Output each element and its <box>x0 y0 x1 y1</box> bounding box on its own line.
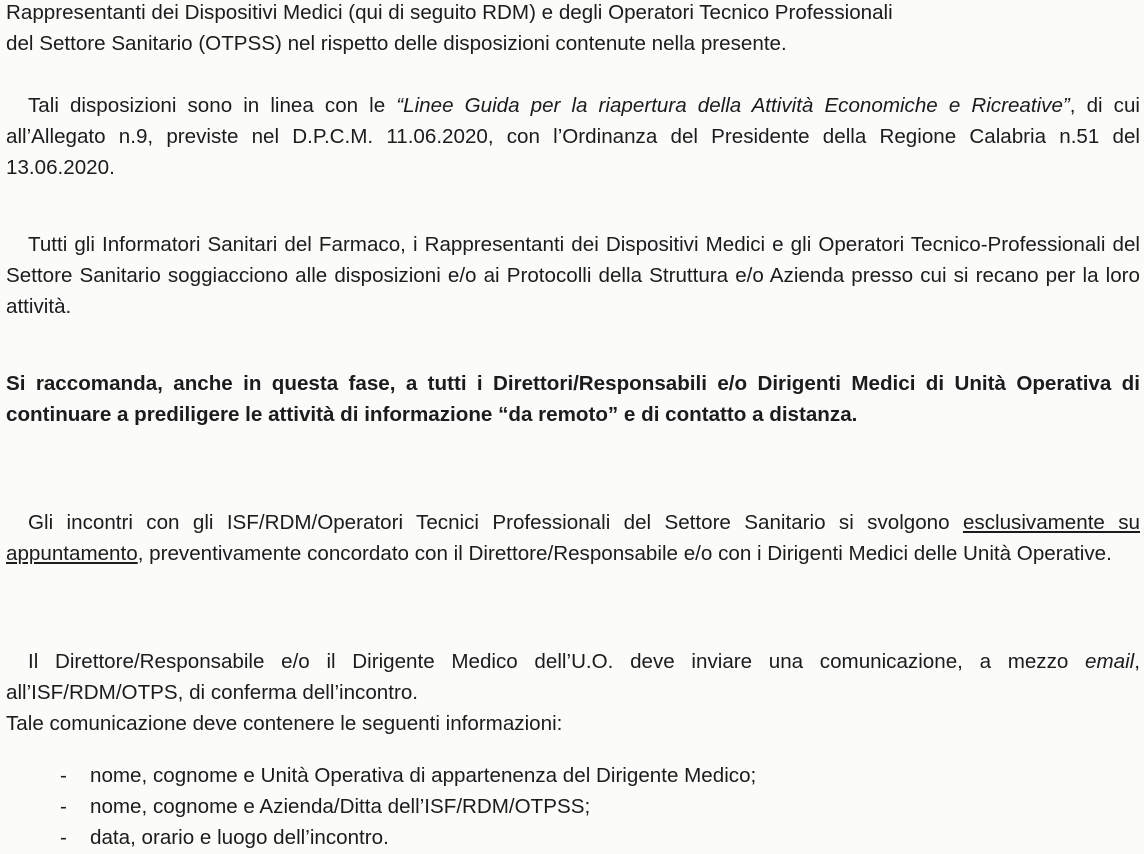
guidelines-title-italic: “Linee Guida per la riapertura della Attività Economiche e Ricreative” <box>396 94 1070 117</box>
communication-text-post: , all’ISF/RDM/OTPS, di conferma dell’incontro. <box>6 650 1140 704</box>
info-intro-text: Tale comunicazione deve contenere le seguenti informazioni: <box>6 712 563 735</box>
list-item <box>0 760 756 791</box>
list-item-text: nome, cognome e Unità Operativa di appartenenza del Dirigente Medico; <box>90 764 757 787</box>
communication-email-italic: email <box>1085 650 1135 673</box>
list-item-text: data, orario e luogo dell’incontro. <box>90 826 389 849</box>
paragraph-info-intro <box>6 708 562 739</box>
paragraph-intro-continuation <box>6 0 1140 59</box>
bullet-dash: - <box>60 826 67 849</box>
paragraph-guidelines <box>6 90 1140 183</box>
list-item-text: nome, cognome e Azienda/Ditta dell’ISF/RDM/OTPSS; <box>90 795 591 818</box>
intro-line-2: del Settore Sanitario (OTPSS) nel rispetto delle disposizioni contenute nella presente. <box>6 32 787 55</box>
intro-line-1: Rappresentanti dei Dispositivi Medici (qui di seguito RDM) e degli Operatori Tecnico Professionali <box>6 1 893 24</box>
bullet-dash: - <box>60 764 67 787</box>
appointments-underlined: esclusivamente su appuntamento <box>6 511 1141 565</box>
guidelines-text-pre: Tali disposizioni sono in linea con le <box>28 94 397 117</box>
appointments-text-pre: Gli incontri con gli ISF/RDM/Operatori Tecnici Professionali del Settore Sanitario si svolgono <box>28 511 963 534</box>
paragraph-appointments <box>6 507 1140 569</box>
paragraph-recommendation <box>6 368 1140 430</box>
appointments-text-post: , preventivamente concordato con il Direttore/Responsabile e/o con i Dirigenti Medici delle Unità Operative. <box>137 542 1112 565</box>
paragraph-informatori <box>6 229 1140 322</box>
recommendation-text: Si raccomanda, anche in questa fase, a tutti i Direttori/Responsabili e/o Dirigenti Medici di Unità Operativa di continuare a prediligere le attività di informazione “da remoto” e di contatto a distanza. <box>6 372 1140 426</box>
communication-text-pre: Il Direttore/Responsabile e/o il Dirigente Medico dell’U.O. deve inviare una comunicazione, a mezzo <box>28 650 1086 673</box>
list-item <box>0 791 756 822</box>
list-item <box>0 822 756 853</box>
paragraph-communication <box>6 646 1140 708</box>
info-bullet-list <box>0 760 756 853</box>
bullet-dash: - <box>60 795 67 818</box>
guidelines-text-post: , di cui all’Allegato n.9, previste nel D.P.C.M. 11.06.2020, con l’Ordinanza del Presidente della Regione Calabria n.51 del 13.06.2020. <box>6 94 1140 179</box>
informatori-text: Tutti gli Informatori Sanitari del Farmaco, i Rappresentanti dei Dispositivi Medici e gli Operatori Tecnico-Professionali del Settore Sanitario soggiacciono alle disposizioni e/o ai Protocolli della Struttura e/o Azienda presso cui si recano per la loro attività. <box>6 233 1140 318</box>
